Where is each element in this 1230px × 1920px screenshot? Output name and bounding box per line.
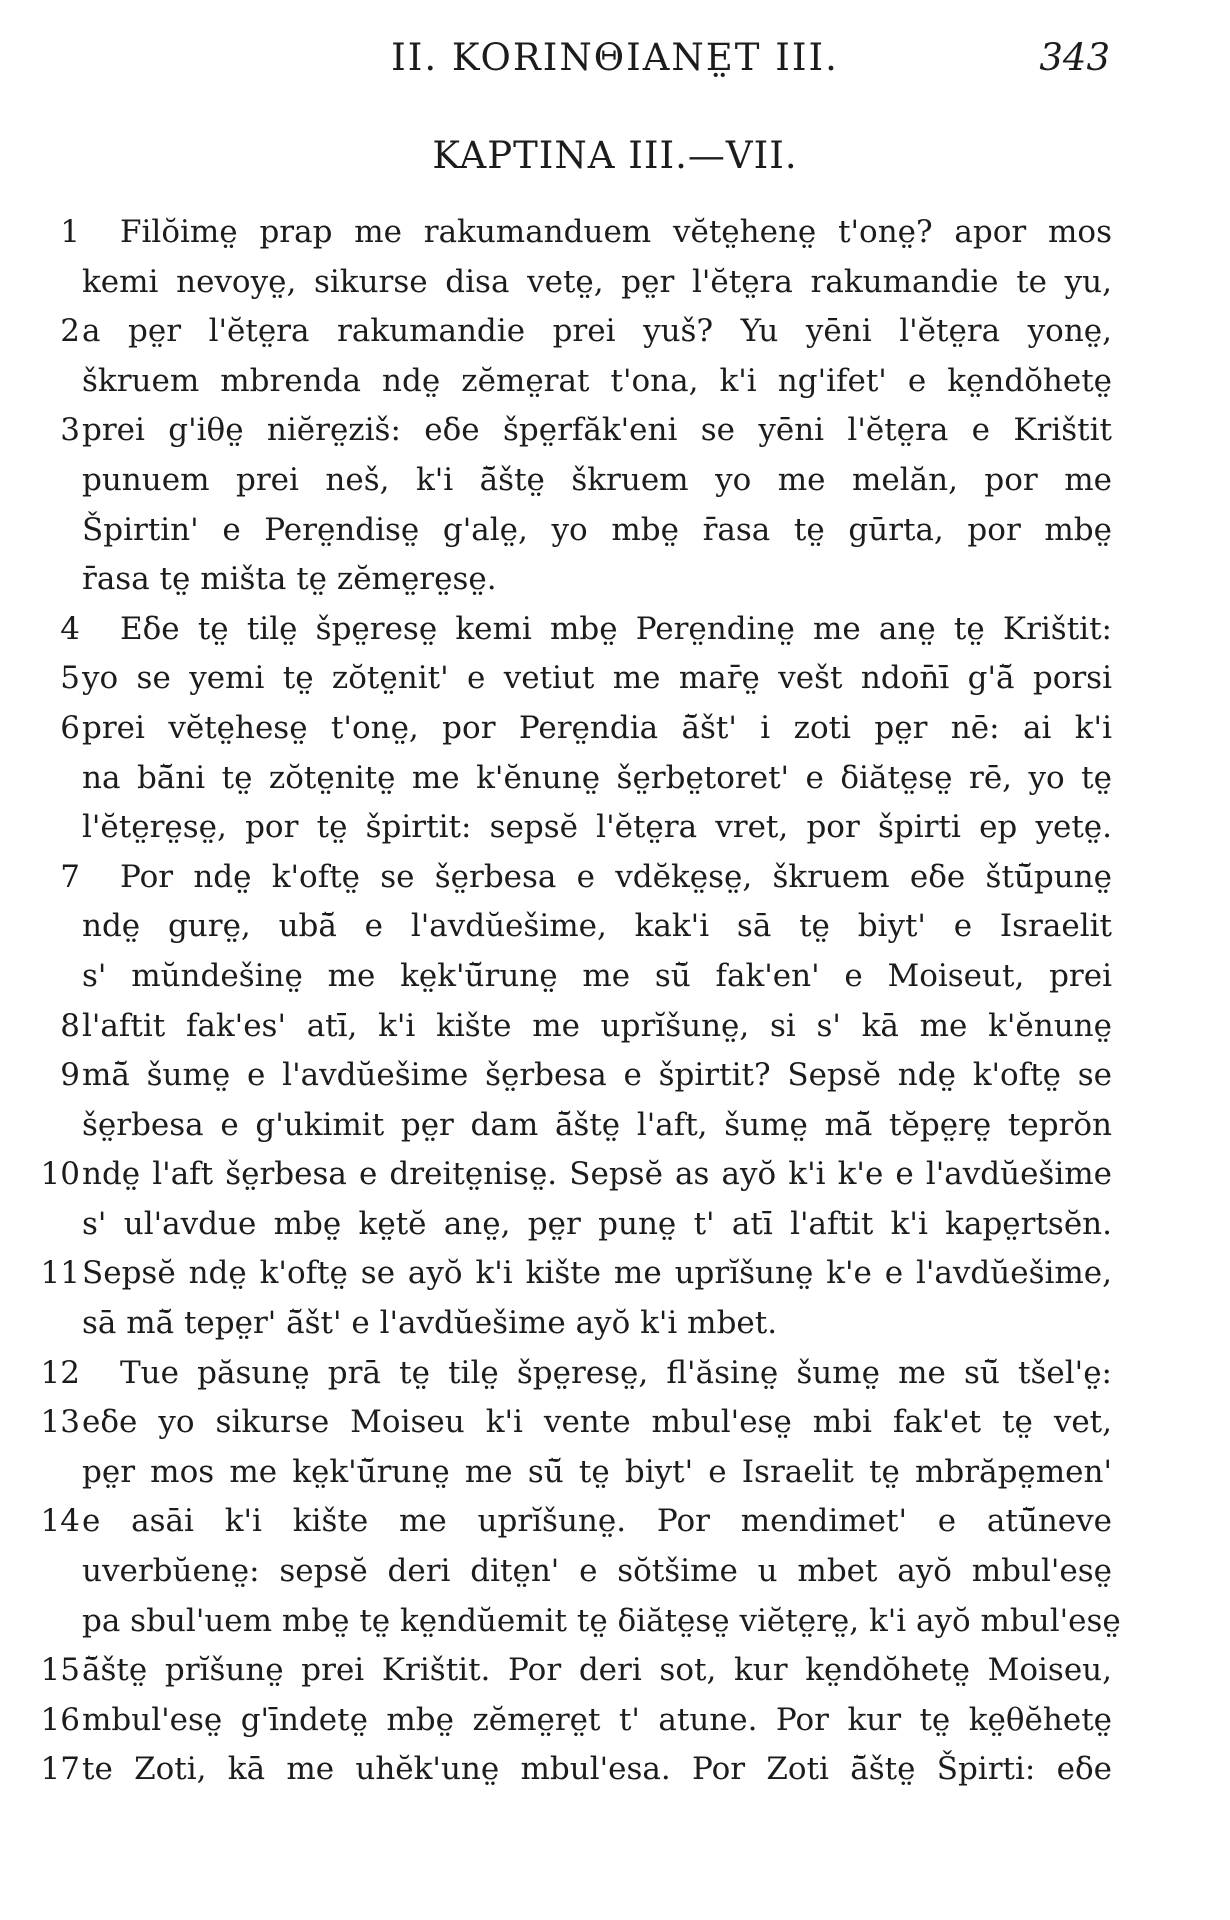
line-text: prei vĕte̤hese̤ t'one̤, por Pere̤ndia ā̆št' i zoti pe̤r nē: ai k'i xyxy=(82,709,1112,746)
text-line xyxy=(0,1349,1230,1399)
line-text: r̄asa te̤ mišta te̤ zĕme̤re̤se̤. xyxy=(82,561,497,598)
text-line xyxy=(0,1002,1230,1052)
text-line xyxy=(0,853,1230,903)
line-text: prei g'iθe̤ niĕre̤ziš: eδe špe̤rfăk'eni se yēni l'ĕte̤ra e Krištit xyxy=(82,412,1112,449)
text-line xyxy=(0,803,1230,853)
page-number: 343 xyxy=(1039,36,1110,79)
verse-number: 7 xyxy=(60,858,80,895)
verse-number: 5 xyxy=(60,660,80,697)
line-text: s' ul'avdue mbe̤ ke̤tĕ ane̤, pe̤r pune̤ t' atī l'aftit k'i kape̤rtsĕn. xyxy=(82,1205,1112,1242)
line-text: mbul'ese̤ g'īndete̤ mbe̤ zĕme̤re̤t t' atune. Por kur te̤ ke̤θĕhete̤ xyxy=(82,1701,1112,1738)
verse-number: 16 xyxy=(40,1701,80,1738)
line-text: l'aftit fak'es' atī, k'i kište me uprĭšune̤, si s' kā me k'ĕnune̤ xyxy=(82,1007,1112,1044)
text-line xyxy=(0,654,1230,704)
text-line xyxy=(0,456,1230,506)
line-text: uverbŭene̤: sepsĕ deri dite̤n' e sŏtšime u mbet ayŏ mbul'ese̤ xyxy=(82,1553,1112,1590)
text-line xyxy=(0,506,1230,556)
text-line xyxy=(0,902,1230,952)
verse-number: 4 xyxy=(60,610,80,647)
text-line xyxy=(0,1696,1230,1746)
line-text: nde̤ l'aft še̤rbesa e dreite̤nise̤. Sepsĕ as ayŏ k'i k'e e l'avdŭešime xyxy=(82,1156,1112,1193)
text-line xyxy=(0,605,1230,655)
verse-number: 1 xyxy=(60,214,80,250)
line-text: Tue păsune̤ prā te̤ tile̤ špe̤rese̤, fl'ăsine̤ šume̤ me sū̆ tšel'e̤: xyxy=(120,1354,1112,1391)
verse-number: 15 xyxy=(40,1652,80,1689)
text-line xyxy=(0,258,1230,308)
text-line xyxy=(0,555,1230,605)
verse-number: 10 xyxy=(40,1156,80,1193)
line-text: na bā̆ni te̤ zŏte̤nite̤ me k'ĕnune̤ še̤rbe̤toret' e δiăte̤se̤ rē, yo te̤ xyxy=(82,759,1112,796)
chapter-heading: KAPTINA III.—VII. xyxy=(432,134,798,177)
text-line xyxy=(0,1200,1230,1250)
line-text: ā̆šte̤ prĭšune̤ prei Krištit. Por deri sot, kur ke̤ndŏhete̤ Moiseu, xyxy=(82,1652,1112,1689)
verse-number: 3 xyxy=(60,412,80,449)
text-line xyxy=(0,704,1230,754)
running-head xyxy=(0,36,1230,86)
text-line xyxy=(0,1547,1230,1597)
text-line xyxy=(0,1745,1230,1795)
line-text: pe̤r mos me ke̤k'ū̆rune̤ me sū̆ te̤ biyt' e Israelit te̤ mbrăpe̤men' xyxy=(82,1453,1112,1490)
verse-number: 13 xyxy=(40,1404,80,1441)
text-line xyxy=(0,1448,1230,1498)
line-text: nde̤ gure̤, ubā̆ e l'avdŭešime, kak'i sā te̤ biyt' e Israelit xyxy=(82,908,1112,945)
text-line xyxy=(0,406,1230,456)
line-text: mā̆ šume̤ e l'avdŭešime še̤rbesa e špirtit? Sepsĕ nde̤ k'ofte̤ se xyxy=(82,1057,1112,1094)
line-text: Por nde̤ k'ofte̤ se še̤rbesa e vdĕke̤se̤, škruem eδe štū̆pune̤ xyxy=(120,858,1112,895)
line-text: Filŏime̤ prap me rakumanduem vĕte̤hene̤ t'one̤? apor mos xyxy=(120,214,1112,250)
verse-number: 17 xyxy=(40,1751,80,1788)
verse-number: 11 xyxy=(40,1255,80,1292)
verse-number: 14 xyxy=(40,1503,80,1540)
line-text: Sepsĕ nde̤ k'ofte̤ se ayŏ k'i kište me uprĭšune̤ k'e e l'avdŭešime, xyxy=(82,1255,1112,1292)
line-text: yo se yemi te̤ zŏte̤nit' e vetiut me mar̄e̤ vešt ndon̄ī g'ā̆ porsi xyxy=(82,660,1112,697)
verse-number: 2 xyxy=(60,313,80,350)
line-text: kemi nevoye̤, sikurse disa vete̤, pe̤r l'ĕte̤ra rakumandie te yu, xyxy=(82,263,1112,300)
line-text: punuem prei neš, k'i ā̆šte̤ škruem yo me melăn, por me xyxy=(82,461,1112,498)
text-line xyxy=(0,952,1230,1002)
text-block xyxy=(0,208,1230,1795)
text-line xyxy=(0,1101,1230,1151)
line-text: sā mā̆ tepe̤r' ā̆št' e l'avdŭešime ayŏ k'i mbet. xyxy=(82,1305,778,1342)
verse-number: 12 xyxy=(40,1354,80,1391)
line-text: te Zoti, kā me uhĕk'une̤ mbul'esa. Por Zoti ā̆šte̤ Špirti: eδe xyxy=(82,1751,1112,1788)
line-text: še̤rbesa e g'ukimit pe̤r dam ā̆šte̤ l'aft, šume̤ mā̆ tĕpe̤re̤ teprŏn xyxy=(82,1106,1112,1143)
verse-number: 9 xyxy=(60,1057,80,1094)
text-line xyxy=(0,1299,1230,1349)
verse-number: 8 xyxy=(60,1007,80,1044)
line-text: škruem mbrenda nde̤ zĕme̤rat t'ona, k'i ng'ifet' e ke̤ndŏhete̤ xyxy=(82,362,1112,399)
text-line xyxy=(0,1150,1230,1200)
running-title: II. KORINΘIANE̤T III. xyxy=(391,36,839,79)
line-text: Eδe te̤ tile̤ špe̤rese̤ kemi mbe̤ Pere̤ndine̤ me ane̤ te̤ Krištit: xyxy=(120,610,1112,647)
line-text: e asāi k'i kište me uprĭšune̤. Por mendimet' e atū̆neve xyxy=(82,1503,1112,1540)
text-line xyxy=(0,357,1230,407)
line-text: Špirtin' e Pere̤ndise̤ g'ale̤, yo mbe̤ r̄asa te̤ gūrta, por mbe̤ xyxy=(82,511,1112,548)
line-text: a pe̤r l'ĕte̤ra rakumandie prei yuš? Yu yēni l'ĕte̤ra yone̤, xyxy=(82,313,1112,350)
line-text: pa sbul'uem mbe̤ te̤ ke̤ndŭemit te̤ δiăte̤se̤ viĕte̤re̤, k'i ayŏ mbul'ese̤ xyxy=(82,1602,1121,1639)
text-line xyxy=(0,1646,1230,1696)
text-line xyxy=(0,1597,1230,1647)
text-line xyxy=(0,1051,1230,1101)
verse-number: 6 xyxy=(60,709,80,746)
line-text: eδe yo sikurse Moiseu k'i vente mbul'ese̤ mbi fak'et te̤ vet, xyxy=(82,1404,1112,1441)
text-line xyxy=(0,307,1230,357)
text-line xyxy=(0,1497,1230,1547)
text-line xyxy=(0,1398,1230,1448)
text-line xyxy=(0,1249,1230,1299)
text-line xyxy=(0,208,1230,258)
line-text: s' mŭndešine̤ me ke̤k'ū̆rune̤ me sū̆ fak'en' e Moiseut, prei xyxy=(82,957,1112,994)
text-line xyxy=(0,754,1230,804)
line-text: l'ĕte̤re̤se̤, por te̤ špirtit: sepsĕ l'ĕte̤ra vret, por špirti ep yete̤. xyxy=(82,809,1112,846)
